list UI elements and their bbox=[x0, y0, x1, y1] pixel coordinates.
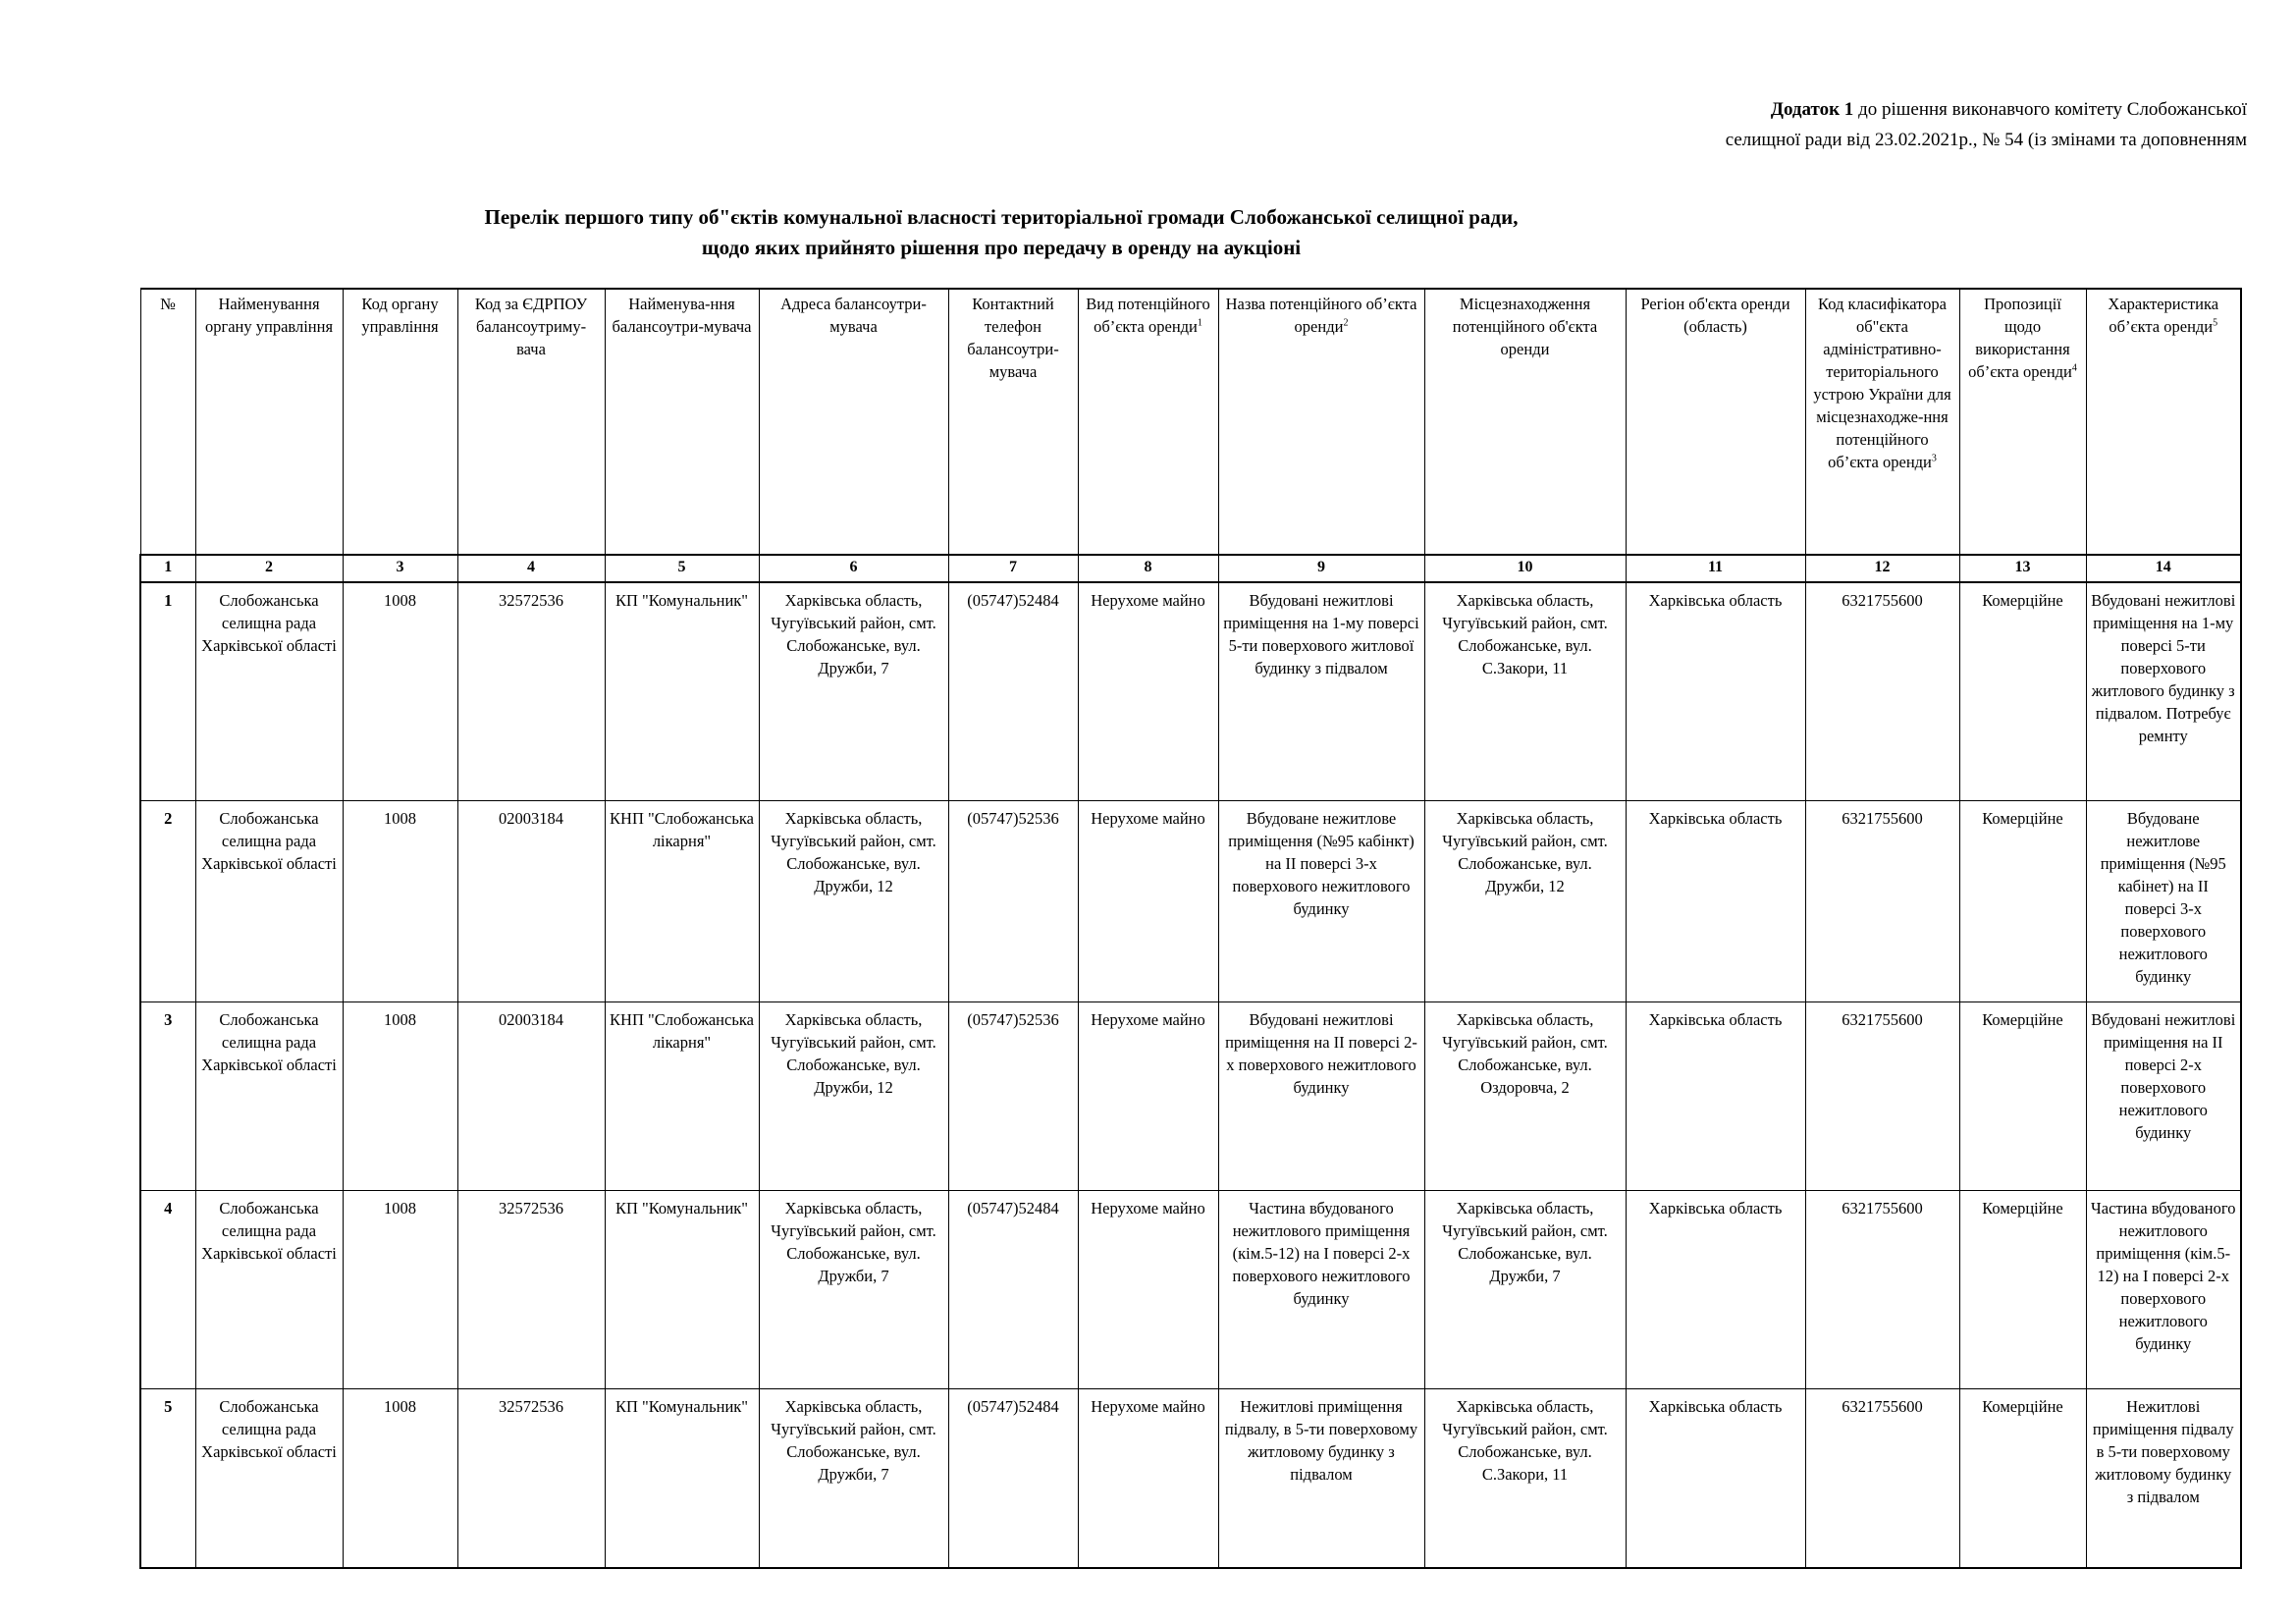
table-cell: Вбудовані нежитлові приміщення на 1-му поверсі 5-ти поверхового житлового будинку з підвалом. Потребує ремнту bbox=[2086, 582, 2241, 801]
table-body bbox=[140, 289, 2241, 1568]
footnote-mark: 4 bbox=[2071, 362, 2077, 374]
header-text: Код органу управління bbox=[361, 295, 439, 336]
column-number: 5 bbox=[605, 555, 759, 582]
column-number: 10 bbox=[1424, 555, 1626, 582]
header-cell bbox=[1805, 289, 1959, 555]
table-cell: Слобожанська селищна рада Харківської області bbox=[195, 582, 343, 801]
header-cell bbox=[195, 289, 343, 555]
table-cell: Харківська область, Чугуївський район, смт. Слобожанське, вул. Дружби, 12 bbox=[759, 801, 948, 1002]
table-cell: 6321755600 bbox=[1805, 1191, 1959, 1389]
header-cell bbox=[457, 289, 605, 555]
table-cell: КП "Комунальник" bbox=[605, 1191, 759, 1389]
header-text: Назва потенційного об’єкта оренди bbox=[1225, 295, 1417, 336]
table-cell: Частина вбудованого нежитлового приміщення (кім.5-12) на І поверсі 2-х поверхового нежитлового будинку bbox=[1218, 1191, 1424, 1389]
table-cell: Нерухоме майно bbox=[1078, 582, 1218, 801]
annex-line-2: селищної ради від 23.02.2021р., № 54 (із змінами та доповненням bbox=[1725, 130, 2247, 150]
footnote-mark: 5 bbox=[2213, 317, 2218, 329]
header-cell bbox=[759, 289, 948, 555]
table-cell: 02003184 bbox=[457, 801, 605, 1002]
header-cell bbox=[948, 289, 1078, 555]
header-text: Характеристика об’єкта оренди bbox=[2108, 295, 2219, 336]
header-text: Код класифікатора об"єкта адміністративно-територіального устрою України для місцезнаходже-ння потенційного об’єкта оренди bbox=[1813, 295, 1951, 471]
table-cell: Харківська область bbox=[1626, 1002, 1805, 1191]
header-text: Місцезнаходження потенційного об'єкта оренди bbox=[1452, 295, 1598, 358]
table-cell: Харківська область, Чугуївський район, смт. Слобожанське, вул. Дружби, 7 bbox=[759, 1389, 948, 1569]
table-cell: Харківська область, Чугуївський район, смт. Слобожанське, вул. Оздоровча, 2 bbox=[1424, 1002, 1626, 1191]
table-cell: (05747)52484 bbox=[948, 582, 1078, 801]
table-cell: Харківська область bbox=[1626, 1389, 1805, 1569]
header-text: Контактний телефон балансоутри-мувача bbox=[967, 295, 1059, 381]
header-cell bbox=[1959, 289, 2086, 555]
header-cell bbox=[605, 289, 759, 555]
table-cell: Харківська область, Чугуївський район, смт. Слобожанське, вул. Дружби, 12 bbox=[759, 1002, 948, 1191]
table-row bbox=[140, 1389, 2241, 1569]
table-cell: КНП "Слобожанська лікарня" bbox=[605, 1002, 759, 1191]
header-text: Адреса балансоутри-мувача bbox=[780, 295, 927, 336]
table-cell: Нерухоме майно bbox=[1078, 1191, 1218, 1389]
footnote-mark: 2 bbox=[1343, 317, 1349, 329]
header-cell bbox=[343, 289, 457, 555]
table-cell: Харківська область, Чугуївський район, смт. Слобожанське, вул. С.Закори, 11 bbox=[1424, 582, 1626, 801]
table-cell: Комерційне bbox=[1959, 582, 2086, 801]
column-number: 14 bbox=[2086, 555, 2241, 582]
table-cell: Комерційне bbox=[1959, 1002, 2086, 1191]
table-cell: Нежитлові приміщення підвалу, в 5-ти поверховому житловому будинку з підвалом bbox=[1218, 1389, 1424, 1569]
table-cell: КНП "Слобожанська лікарня" bbox=[605, 801, 759, 1002]
table-cell: Комерційне bbox=[1959, 801, 2086, 1002]
table-cell: Частина вбудованого нежитлового приміщення (кім.5-12) на І поверсі 2-х поверхового нежитлового будинку bbox=[2086, 1191, 2241, 1389]
table-cell: Слобожанська селищна рада Харківської області bbox=[195, 1191, 343, 1389]
table-cell: КП "Комунальник" bbox=[605, 1389, 759, 1569]
table-cell: 1008 bbox=[343, 801, 457, 1002]
table-cell: Слобожанська селищна рада Харківської області bbox=[195, 801, 343, 1002]
table-cell: 6321755600 bbox=[1805, 1389, 1959, 1569]
footnote-mark: 3 bbox=[1931, 453, 1937, 464]
table-cell: Вбудоване нежитлове приміщення (№95 кабінет) на ІІ поверсі 3-х поверхового нежитлового будинку bbox=[2086, 801, 2241, 1002]
table-cell: 1008 bbox=[343, 1002, 457, 1191]
header-cell bbox=[140, 289, 195, 555]
objects-table bbox=[139, 288, 2242, 1569]
table-cell: 6321755600 bbox=[1805, 801, 1959, 1002]
table-row bbox=[140, 801, 2241, 1002]
table-cell: 32572536 bbox=[457, 582, 605, 801]
row-number: 2 bbox=[140, 801, 195, 1002]
table-cell: Харківська область, Чугуївський район, смт. Слобожанське, вул. С.Закори, 11 bbox=[1424, 1389, 1626, 1569]
table-cell: 32572536 bbox=[457, 1191, 605, 1389]
table-cell: Харківська область bbox=[1626, 582, 1805, 801]
header-text: Регіон об'єкта оренди (область) bbox=[1640, 295, 1790, 336]
table-cell: (05747)52484 bbox=[948, 1191, 1078, 1389]
table-row bbox=[140, 582, 2241, 801]
column-number: 6 bbox=[759, 555, 948, 582]
table-cell: Слобожанська селищна рада Харківської області bbox=[195, 1389, 343, 1569]
table-cell: Нерухоме майно bbox=[1078, 1389, 1218, 1569]
table-cell: (05747)52536 bbox=[948, 801, 1078, 1002]
table-cell: 02003184 bbox=[457, 1002, 605, 1191]
column-number: 3 bbox=[343, 555, 457, 582]
row-number: 1 bbox=[140, 582, 195, 801]
header-text: Пропозиції щодо використання об’єкта оренди bbox=[1968, 295, 2072, 381]
annex-line-1-text: до рішення виконавчого комітету Слобожанської bbox=[1853, 99, 2247, 120]
row-number: 5 bbox=[140, 1389, 195, 1569]
column-number: 4 bbox=[457, 555, 605, 582]
column-number-row bbox=[140, 555, 2241, 582]
header-cell bbox=[1626, 289, 1805, 555]
header-row bbox=[140, 289, 2241, 555]
header-cell bbox=[1078, 289, 1218, 555]
header-cell bbox=[1424, 289, 1626, 555]
header-cell bbox=[1218, 289, 1424, 555]
title-line-1: Перелік першого типу об"єктів комунальної власності територіальної громади Слобожанської селищної ради, bbox=[484, 205, 1519, 229]
table-cell: Харківська область bbox=[1626, 1191, 1805, 1389]
document-title bbox=[255, 202, 1747, 263]
table-cell: Нежитлові приміщення підвалу в 5-ти поверховому житловому будинку з підвалом bbox=[2086, 1389, 2241, 1569]
header-text: Найменува-ння балансоутри-мувача bbox=[612, 295, 752, 336]
table-cell: Харківська область, Чугуївський район, смт. Слобожанське, вул. Дружби, 7 bbox=[759, 582, 948, 801]
title-line-2: щодо яких прийнято рішення про передачу в оренду на аукціоні bbox=[701, 236, 1302, 259]
annex-note bbox=[1726, 94, 2247, 155]
table-cell: Харківська область bbox=[1626, 801, 1805, 1002]
header-text: Найменування органу управління bbox=[204, 295, 334, 336]
table-row bbox=[140, 1191, 2241, 1389]
column-number: 1 bbox=[140, 555, 195, 582]
column-number: 13 bbox=[1959, 555, 2086, 582]
column-number: 2 bbox=[195, 555, 343, 582]
footnote-mark: 1 bbox=[1197, 317, 1202, 329]
row-number: 4 bbox=[140, 1191, 195, 1389]
table-cell: Слобожанська селищна рада Харківської області bbox=[195, 1002, 343, 1191]
table-cell: КП "Комунальник" bbox=[605, 582, 759, 801]
column-number: 11 bbox=[1626, 555, 1805, 582]
table-cell: 1008 bbox=[343, 1191, 457, 1389]
header-text: Код за ЄДРПОУ балансоутриму-вача bbox=[474, 295, 588, 358]
table-cell: Харківська область, Чугуївський район, смт. Слобожанське, вул. Дружби, 12 bbox=[1424, 801, 1626, 1002]
column-number: 12 bbox=[1805, 555, 1959, 582]
column-number: 9 bbox=[1218, 555, 1424, 582]
table-cell: Комерційне bbox=[1959, 1389, 2086, 1569]
annex-label: Додаток 1 bbox=[1770, 99, 1854, 120]
annex-line-1 bbox=[1726, 94, 2247, 125]
table-cell: Нерухоме майно bbox=[1078, 801, 1218, 1002]
table-cell: 1008 bbox=[343, 582, 457, 801]
column-number: 7 bbox=[948, 555, 1078, 582]
column-number: 8 bbox=[1078, 555, 1218, 582]
table-cell: 32572536 bbox=[457, 1389, 605, 1569]
table-cell: 6321755600 bbox=[1805, 1002, 1959, 1191]
header-cell bbox=[2086, 289, 2241, 555]
table-cell: (05747)52536 bbox=[948, 1002, 1078, 1191]
row-number: 3 bbox=[140, 1002, 195, 1191]
header-text: Вид потенційного об’єкта оренди bbox=[1086, 295, 1210, 336]
table-cell: (05747)52484 bbox=[948, 1389, 1078, 1569]
table-cell: Харківська область, Чугуївський район, смт. Слобожанське, вул. Дружби, 7 bbox=[1424, 1191, 1626, 1389]
table-cell: Вбудоване нежитлове приміщення (№95 кабінкт) на ІІ поверсі 3-х поверхового нежитлового будинку bbox=[1218, 801, 1424, 1002]
table-cell: Харківська область, Чугуївський район, смт. Слобожанське, вул. Дружби, 7 bbox=[759, 1191, 948, 1389]
table-cell: Нерухоме майно bbox=[1078, 1002, 1218, 1191]
table-cell: 6321755600 bbox=[1805, 582, 1959, 801]
header-text: № bbox=[160, 295, 176, 313]
table-cell: Вбудовані нежитлові приміщення на 1-му поверсі 5-ти поверхового житлової будинку з підвалом bbox=[1218, 582, 1424, 801]
table-cell: Комерційне bbox=[1959, 1191, 2086, 1389]
table-cell: Вбудовані нежитлові приміщення на ІІ поверсі 2-х поверхового нежитлового будинку bbox=[1218, 1002, 1424, 1191]
table-row bbox=[140, 1002, 2241, 1191]
table-cell: Вбудовані нежитлові приміщення на ІІ поверсі 2-х поверхового нежитлового будинку bbox=[2086, 1002, 2241, 1191]
table-cell: 1008 bbox=[343, 1389, 457, 1569]
